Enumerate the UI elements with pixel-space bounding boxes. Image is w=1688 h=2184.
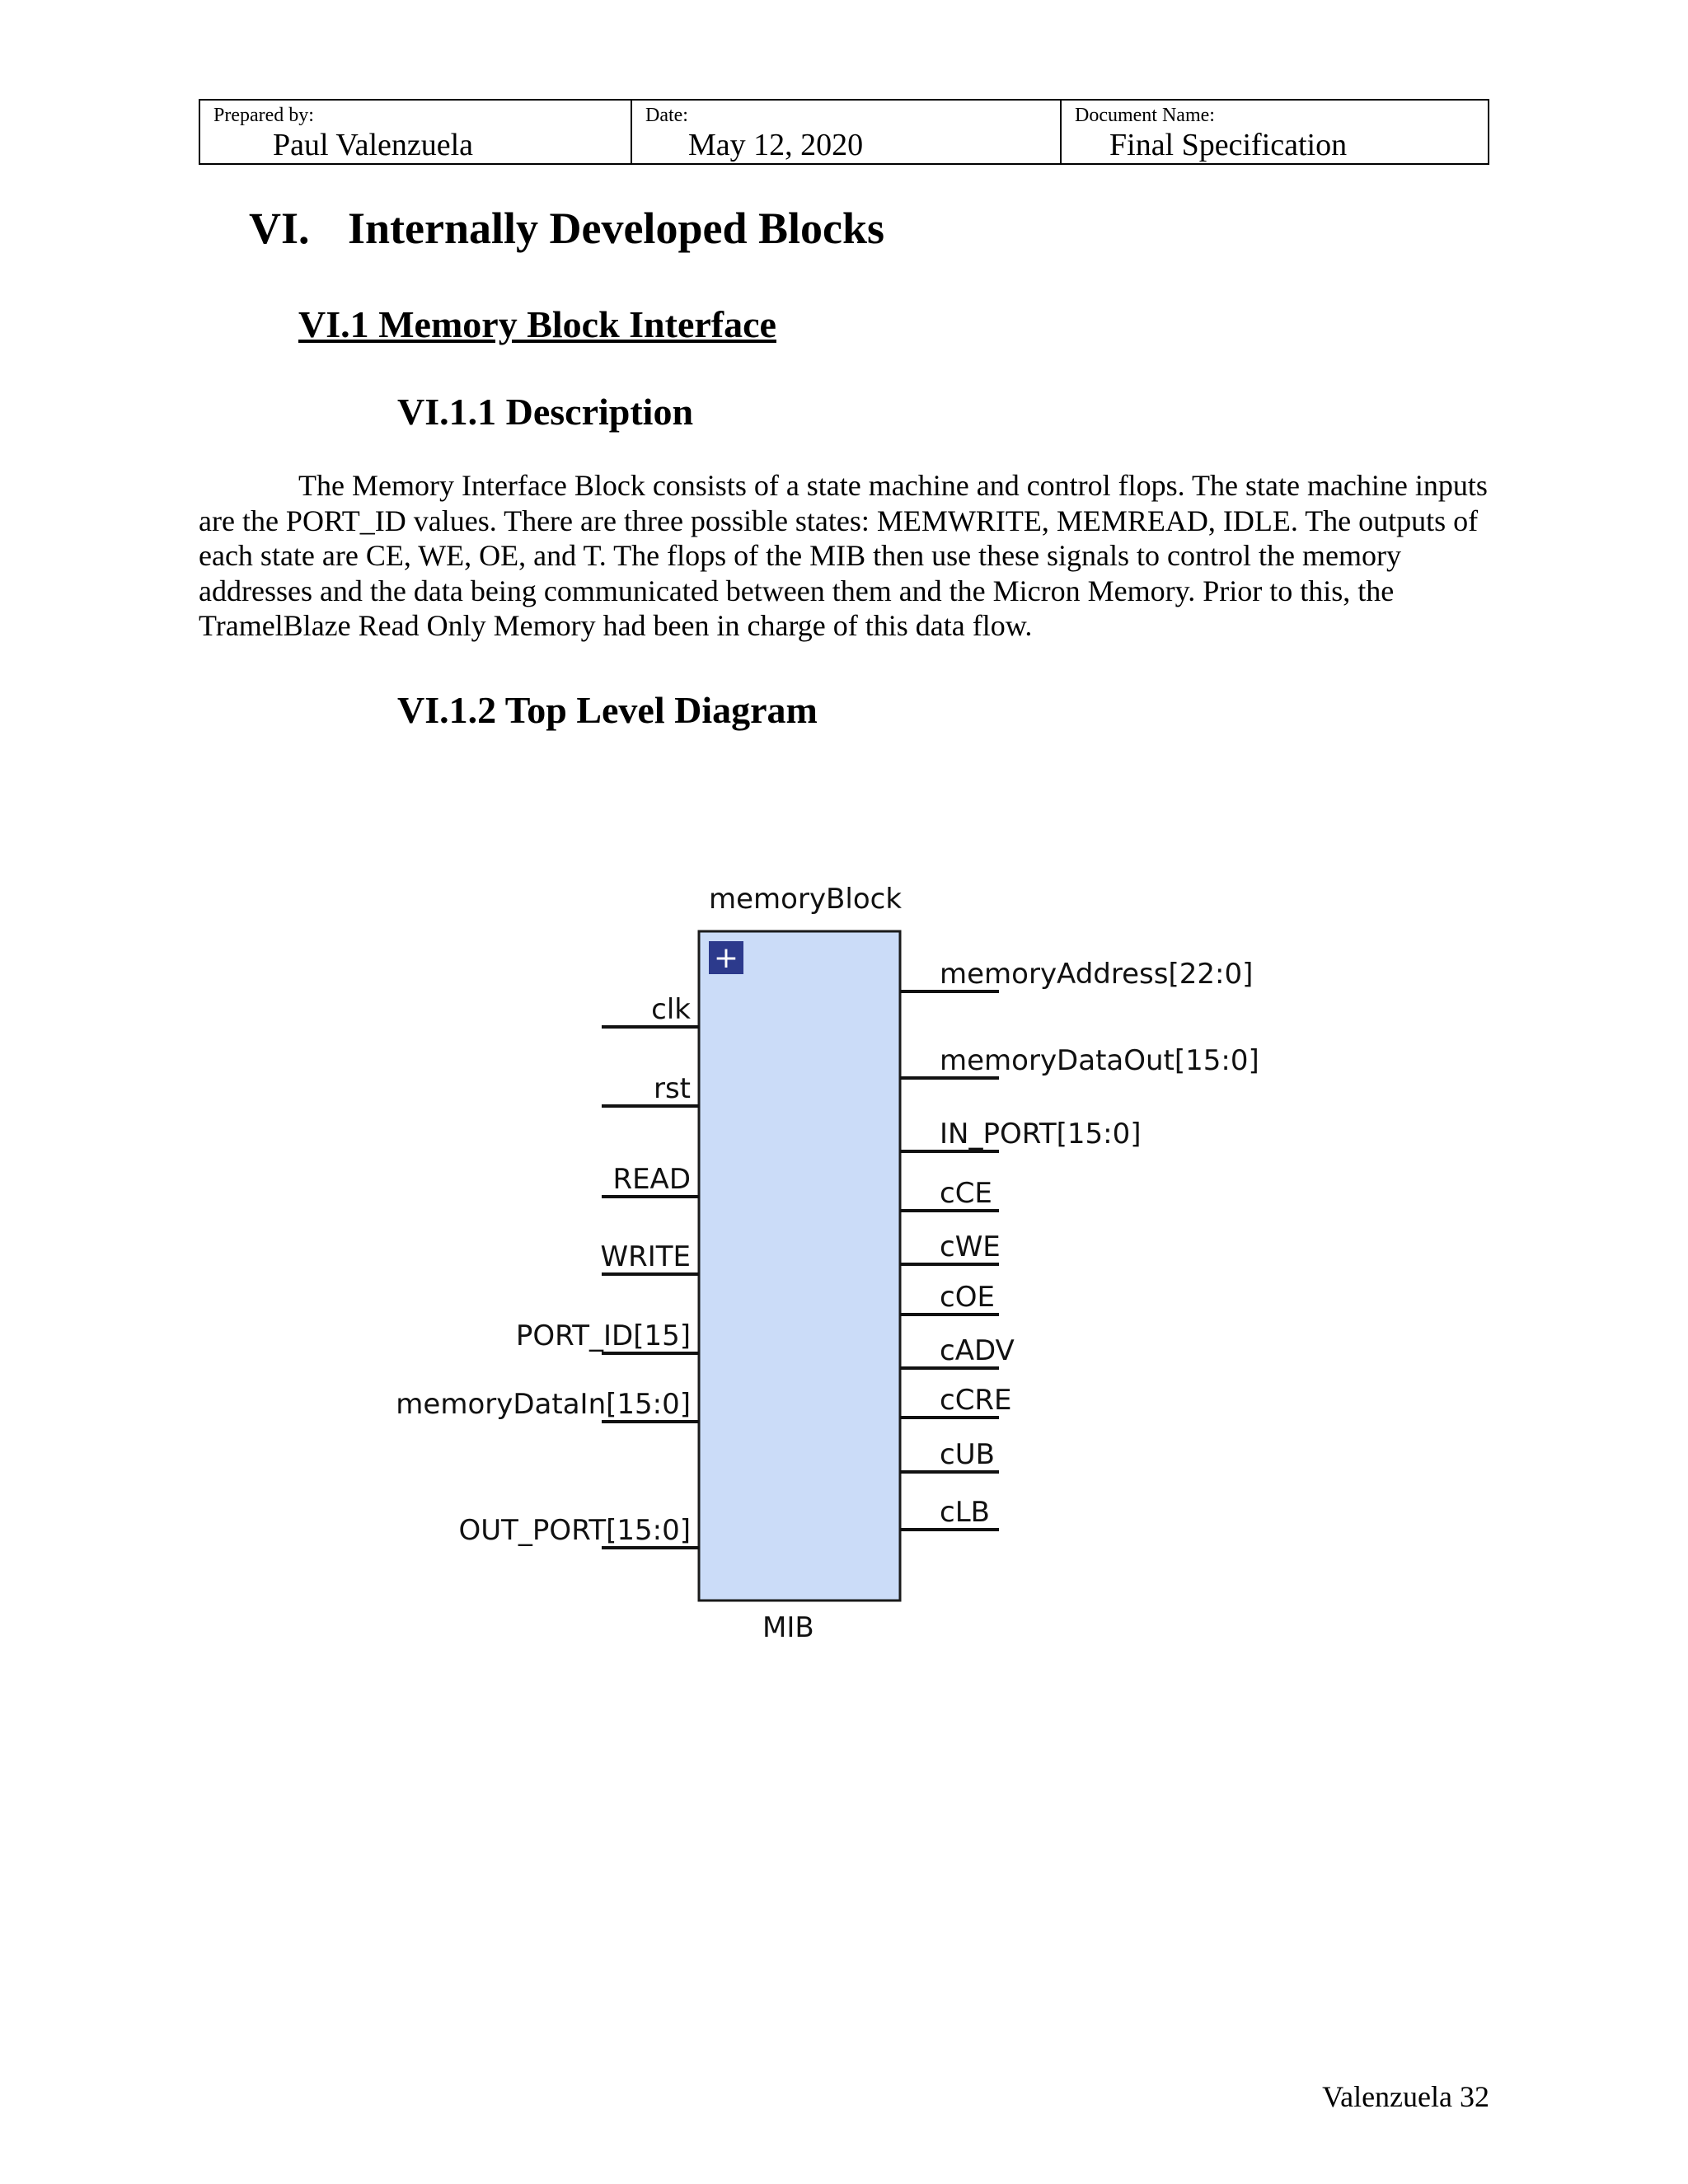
output-port-memorydataout-15-0: [900, 1044, 1259, 1078]
input-port-out-port-15-0: [459, 1514, 699, 1548]
output-port-label: cOE: [940, 1281, 995, 1314]
input-port-label: PORT_ID[15]: [515, 1319, 691, 1352]
input-port-label: OUT_PORT[15:0]: [458, 1514, 691, 1547]
output-ports: [900, 958, 1259, 1530]
output-port-cce: [900, 1177, 999, 1211]
output-port-label: cUB: [940, 1438, 995, 1471]
output-port-ccre: [900, 1384, 1012, 1418]
output-port-cwe: [900, 1230, 1001, 1264]
section-heading: [249, 199, 884, 257]
input-port-read: [602, 1163, 699, 1197]
input-port-label: rst: [653, 1072, 691, 1105]
output-port-label: cADV: [940, 1334, 1015, 1367]
output-port-cadv: [900, 1334, 1015, 1368]
output-port-label: IN_PORT[15:0]: [940, 1118, 1142, 1151]
date-value: May 12, 2020: [688, 128, 864, 162]
output-port-in-port-15-0: [900, 1118, 1142, 1151]
document-name-value: Final Specification: [1109, 128, 1348, 162]
output-port-label: cCE: [940, 1177, 992, 1210]
input-port-label: READ: [612, 1163, 691, 1196]
subsection-heading: VI.1 Memory Block Interface: [298, 303, 776, 345]
input-ports: [396, 993, 699, 1548]
input-port-clk: [602, 993, 699, 1027]
input-port-label: clk: [651, 993, 691, 1026]
page-number: Valenzuela 32: [1322, 2080, 1489, 2113]
output-port-label: memoryDataOut[15:0]: [940, 1044, 1259, 1077]
output-port-memoryaddress-22-0: [900, 958, 1253, 991]
output-port-label: cCRE: [940, 1384, 1012, 1417]
input-port-write: [600, 1240, 699, 1274]
expand-button[interactable]: [709, 941, 743, 975]
input-port-label: memoryDataIn[15:0]: [396, 1388, 691, 1421]
input-port-label: WRITE: [600, 1240, 691, 1273]
section-number: VI.: [249, 204, 310, 253]
memory-block-body: [699, 931, 900, 1601]
header-date-cell: [631, 101, 1060, 163]
input-port-port-id-15: [516, 1319, 699, 1353]
input-port-memorydatain-15-0: [396, 1388, 699, 1422]
block-name-label: memoryBlock: [709, 883, 903, 916]
section-title: Internally Developed Blocks: [348, 204, 885, 253]
description-paragraph: The Memory Interface Block consists of a state machine and control flops. The state machine inputs are the PORT_ID values. There are three possible states: MEMWRITE, MEMREAD, IDLE. The outputs of each state are CE, WE, OE, and T. The flops of the MIB then use these signals to control the memory addresses and the data being communicated between them and the Micron Memory. Prior to this, the TramelBlaze Read Only Memory had been in charge of this data flow.: [199, 469, 1488, 642]
date-label: Date:: [645, 105, 688, 126]
output-port-label: memoryAddress[22:0]: [940, 958, 1254, 991]
output-port-clb: [900, 1496, 999, 1530]
instance-name-label: MIB: [762, 1611, 814, 1644]
description-heading: VI.1.1 Description: [397, 391, 694, 433]
output-port-label: cWE: [940, 1230, 1001, 1263]
document-name-label: Document Name:: [1075, 105, 1215, 126]
top-level-diagram-heading: VI.1.2 Top Level Diagram: [397, 689, 818, 731]
plus-icon: +: [713, 941, 739, 975]
output-port-label: cLB: [940, 1496, 990, 1529]
output-port-coe: [900, 1281, 999, 1315]
header-docname-cell: [1060, 101, 1488, 163]
output-port-cub: [900, 1438, 999, 1472]
header-table: [199, 99, 1489, 165]
prepared-by-label: Prepared by:: [213, 105, 314, 126]
header-prepared-cell: [200, 101, 631, 163]
input-port-rst: [602, 1072, 699, 1106]
prepared-by-value: Paul Valenzuela: [273, 128, 474, 162]
memory-block-diagram: [379, 874, 1302, 1657]
